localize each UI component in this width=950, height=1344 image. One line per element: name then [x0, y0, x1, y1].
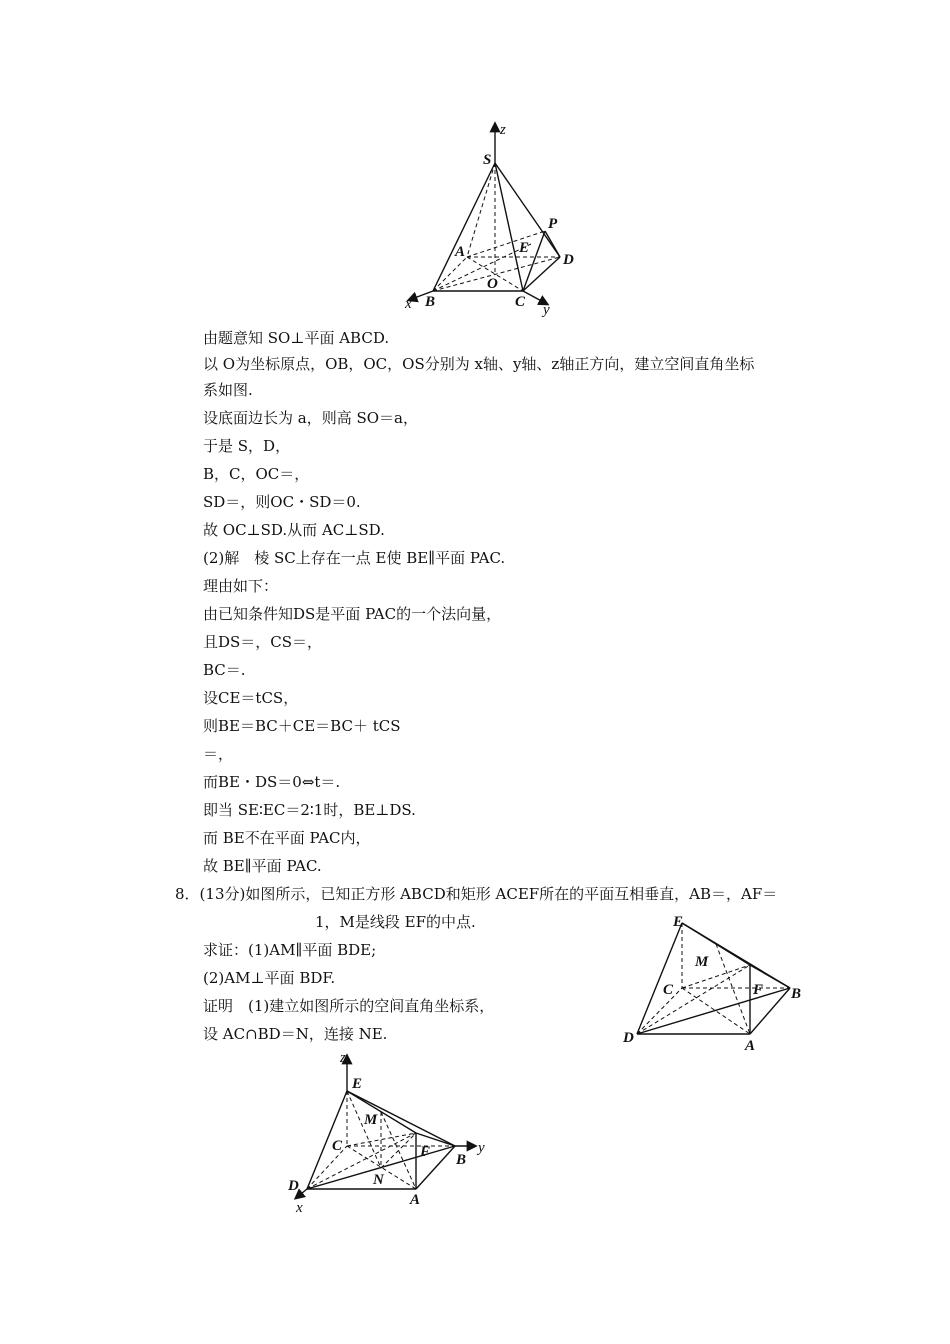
label-B: B: [456, 1152, 467, 1168]
label-M: M: [364, 1112, 378, 1128]
problem-8-part1: 求证：(1)AM∥平面 BDE;: [203, 941, 377, 959]
label-E: E: [352, 1076, 363, 1092]
label-D: D: [563, 252, 574, 268]
label-F: F: [753, 982, 764, 998]
label-N: N: [373, 1172, 384, 1188]
text-line: ＝，: [203, 745, 234, 763]
prism-figure: [615, 910, 815, 1055]
text-line: 理由如下：: [203, 577, 279, 595]
text-line: 即当 SE∶EC＝2∶1时，BE⊥DS.: [203, 801, 416, 819]
label-z: z: [340, 1050, 346, 1066]
prism-axes-figure: [280, 1046, 500, 1216]
text-line: 以 O为坐标原点，OB，OC，OS分别为 x轴、y轴、z轴正方向，建立空间直角坐标: [203, 355, 755, 373]
label-x: x: [296, 1200, 303, 1216]
label-C: C: [332, 1138, 343, 1154]
label-C: C: [663, 982, 674, 998]
text-line: SD＝，则OC・SD＝0.: [203, 493, 361, 511]
text-line: 由已知条件知DS是平面 PAC的一个法向量，: [203, 605, 502, 623]
text-line: 而 BE不在平面 PAC内，: [203, 829, 371, 847]
label-E: E: [519, 240, 530, 256]
label-y: y: [543, 302, 550, 318]
label-M: M: [695, 954, 709, 970]
label-C: C: [515, 294, 526, 310]
text-line: 且DS＝，CS＝，: [203, 633, 323, 651]
text-line: (2)解 棱 SC上存在一点 E使 BE∥平面 PAC.: [203, 549, 506, 567]
proof-line: 证明 (1)建立如图所示的空间直角坐标系，: [203, 997, 495, 1015]
label-B: B: [791, 986, 802, 1002]
text-line: 设底面边长为 a，则高 SO＝a，: [203, 409, 418, 427]
label-O: O: [487, 276, 498, 292]
label-F: F: [420, 1144, 431, 1160]
text-line: 设CE＝tCS，: [203, 689, 299, 707]
proof-line: 设 AC∩BD＝N，连接 NE.: [203, 1025, 388, 1043]
text-line: 故 OC⊥SD.从而 AC⊥SD.: [203, 521, 385, 539]
problem-8-statement-cont: 1，M是线段 EF的中点.: [315, 913, 476, 931]
text-line: B，C，OC＝，: [203, 465, 310, 483]
text-line: 于是 S，D，: [203, 437, 291, 455]
label-B: B: [425, 294, 436, 310]
pyramid-figure: [395, 118, 595, 318]
label-E: E: [673, 914, 684, 930]
label-P: P: [548, 216, 558, 232]
problem-8-part2: (2)AM⊥平面 BDF.: [203, 969, 336, 987]
text-line: 则BE＝BC＋CE＝BC＋ tCS: [203, 717, 401, 735]
label-D: D: [288, 1178, 299, 1194]
text-line: BC＝.: [203, 661, 246, 679]
label-A: A: [745, 1038, 756, 1054]
label-A: A: [455, 244, 466, 260]
text-line: 系如图.: [203, 381, 253, 399]
label-D: D: [623, 1030, 634, 1046]
label-z: z: [500, 122, 506, 138]
text-line: 而BE・DS＝0⇔t＝.: [203, 773, 341, 791]
label-x: x: [405, 296, 412, 312]
problem-8-statement: 8．(13分)如图所示，已知正方形 ABCD和矩形 ACEF所在的平面互相垂直，AB＝，AF＝: [175, 885, 778, 903]
label-S: S: [483, 152, 492, 168]
text-line: 由题意知 SO⊥平面 ABCD.: [203, 329, 390, 347]
label-y: y: [478, 1140, 485, 1156]
label-A: A: [410, 1192, 421, 1208]
text-line: 故 BE∥平面 PAC.: [203, 857, 322, 875]
